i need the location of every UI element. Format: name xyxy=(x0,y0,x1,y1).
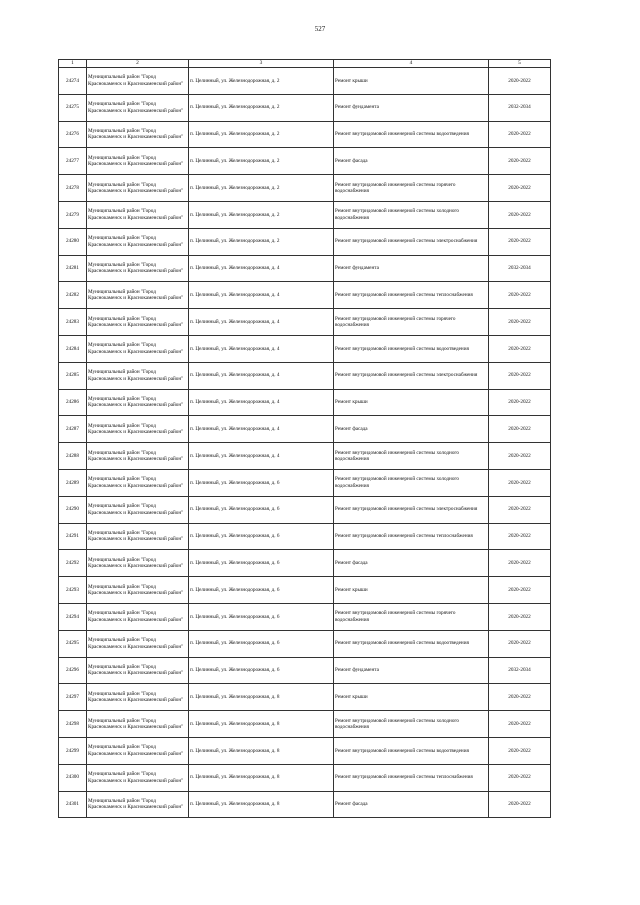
cell-work-type: Ремонт внутридомовой инженерной системы теплоснабжения xyxy=(334,764,489,791)
table-row xyxy=(59,577,551,604)
table-row xyxy=(59,335,551,362)
cell-id: 24283 xyxy=(59,309,87,336)
cell-period: 2020-2022 xyxy=(489,121,551,148)
cell-work-type: Ремонт крыши xyxy=(334,68,489,95)
cell-id: 24289 xyxy=(59,469,87,496)
cell-municipality: Муниципальный район "Город Краснокаменск и Краснокаменский район" xyxy=(87,523,189,550)
cell-municipality: Муниципальный район "Город Краснокаменск и Краснокаменский район" xyxy=(87,282,189,309)
table-row xyxy=(59,791,551,818)
cell-municipality: Муниципальный район "Город Краснокаменск и Краснокаменский район" xyxy=(87,577,189,604)
cell-period: 2020-2022 xyxy=(489,309,551,336)
cell-period: 2020-2022 xyxy=(489,791,551,818)
cell-id: 24279 xyxy=(59,201,87,228)
table-row xyxy=(59,255,551,282)
cell-work-type: Ремонт внутридомовой инженерной системы горячего водоснабжения xyxy=(334,603,489,630)
cell-work-type: Ремонт внутридомовой инженерной системы теплоснабжения xyxy=(334,282,489,309)
cell-address: п. Целинный, ул. Железнодорожная, д. 2 xyxy=(189,121,334,148)
cell-period: 2020-2022 xyxy=(489,175,551,202)
cell-municipality: Муниципальный район "Город Краснокаменск и Краснокаменский район" xyxy=(87,309,189,336)
cell-period: 2020-2022 xyxy=(489,443,551,470)
cell-address: п. Целинный, ул. Железнодорожная, д. 2 xyxy=(189,201,334,228)
cell-work-type: Ремонт фасада xyxy=(334,791,489,818)
cell-municipality: Муниципальный район "Город Краснокаменск и Краснокаменский район" xyxy=(87,201,189,228)
cell-work-type: Ремонт внутридомовой инженерной системы электроснабжения xyxy=(334,496,489,523)
cell-id: 24287 xyxy=(59,416,87,443)
cell-period: 2020-2022 xyxy=(489,148,551,175)
table-row xyxy=(59,282,551,309)
cell-municipality: Муниципальный район "Город Краснокаменск и Краснокаменский район" xyxy=(87,443,189,470)
cell-period: 2032-2034 xyxy=(489,657,551,684)
cell-address: п. Целинный, ул. Железнодорожная, д. 4 xyxy=(189,335,334,362)
cell-period: 2020-2022 xyxy=(489,764,551,791)
cell-work-type: Ремонт внутридомовой инженерной системы электроснабжения xyxy=(334,228,489,255)
cell-address: п. Целинный, ул. Железнодорожная, д. 4 xyxy=(189,443,334,470)
cell-municipality: Муниципальный район "Город Краснокаменск и Краснокаменский район" xyxy=(87,389,189,416)
cell-address: п. Целинный, ул. Железнодорожная, д. 4 xyxy=(189,255,334,282)
cell-address: п. Целинный, ул. Железнодорожная, д. 6 xyxy=(189,496,334,523)
cell-municipality: Муниципальный район "Город Краснокаменск и Краснокаменский район" xyxy=(87,416,189,443)
table-row xyxy=(59,175,551,202)
table-body xyxy=(59,60,551,818)
cell-work-type: Ремонт фундамента xyxy=(334,255,489,282)
table-row xyxy=(59,121,551,148)
cell-address: п. Целинный, ул. Железнодорожная, д. 8 xyxy=(189,764,334,791)
cell-municipality: Муниципальный район "Город Краснокаменск и Краснокаменский район" xyxy=(87,148,189,175)
cell-work-type: Ремонт внутридомовой инженерной системы водоотведения xyxy=(334,121,489,148)
cell-municipality: Муниципальный район "Город Краснокаменск и Краснокаменский район" xyxy=(87,94,189,121)
cell-id: 24301 xyxy=(59,791,87,818)
cell-work-type: Ремонт внутридомовой инженерной системы теплоснабжения xyxy=(334,523,489,550)
cell-address: п. Целинный, ул. Железнодорожная, д. 6 xyxy=(189,603,334,630)
cell-work-type: Ремонт внутридомовой инженерной системы холодного водоснабжения xyxy=(334,711,489,738)
cell-work-type: Ремонт крыши xyxy=(334,389,489,416)
cell-address: п. Целинный, ул. Железнодорожная, д. 4 xyxy=(189,389,334,416)
cell-address: п. Целинный, ул. Железнодорожная, д. 8 xyxy=(189,684,334,711)
cell-id: 24299 xyxy=(59,737,87,764)
column-header: 2 xyxy=(87,60,189,68)
cell-municipality: Муниципальный район "Город Краснокаменск и Краснокаменский район" xyxy=(87,68,189,95)
cell-address: п. Целинный, ул. Железнодорожная, д. 8 xyxy=(189,737,334,764)
cell-address: п. Целинный, ул. Железнодорожная, д. 6 xyxy=(189,469,334,496)
cell-id: 24298 xyxy=(59,711,87,738)
cell-id: 24293 xyxy=(59,577,87,604)
cell-id: 24274 xyxy=(59,68,87,95)
table-row xyxy=(59,657,551,684)
cell-address: п. Целинный, ул. Железнодорожная, д. 2 xyxy=(189,228,334,255)
cell-address: п. Целинный, ул. Железнодорожная, д. 4 xyxy=(189,282,334,309)
table-row xyxy=(59,201,551,228)
cell-work-type: Ремонт фасада xyxy=(334,416,489,443)
cell-municipality: Муниципальный район "Город Краснокаменск и Краснокаменский район" xyxy=(87,657,189,684)
cell-municipality: Муниципальный район "Город Краснокаменск и Краснокаменский район" xyxy=(87,550,189,577)
cell-id: 24282 xyxy=(59,282,87,309)
cell-period: 2020-2022 xyxy=(489,362,551,389)
cell-municipality: Муниципальный район "Город Краснокаменск и Краснокаменский район" xyxy=(87,175,189,202)
cell-address: п. Целинный, ул. Железнодорожная, д. 6 xyxy=(189,523,334,550)
cell-period: 2020-2022 xyxy=(489,711,551,738)
cell-address: п. Целинный, ул. Железнодорожная, д. 2 xyxy=(189,175,334,202)
cell-period: 2020-2022 xyxy=(489,603,551,630)
cell-id: 24300 xyxy=(59,764,87,791)
cell-address: п. Целинный, ул. Железнодорожная, д. 4 xyxy=(189,309,334,336)
table-row xyxy=(59,523,551,550)
cell-work-type: Ремонт внутридомовой инженерной системы водоотведения xyxy=(334,737,489,764)
cell-id: 24288 xyxy=(59,443,87,470)
column-header: 4 xyxy=(334,60,489,68)
table-row xyxy=(59,443,551,470)
cell-work-type: Ремонт внутридомовой инженерной системы холодного водоснабжения xyxy=(334,201,489,228)
cell-period: 2020-2022 xyxy=(489,228,551,255)
cell-municipality: Муниципальный район "Город Краснокаменск и Краснокаменский район" xyxy=(87,228,189,255)
cell-address: п. Целинный, ул. Железнодорожная, д. 6 xyxy=(189,577,334,604)
cell-municipality: Муниципальный район "Город Краснокаменск и Краснокаменский район" xyxy=(87,711,189,738)
cell-period: 2020-2022 xyxy=(489,496,551,523)
cell-work-type: Ремонт крыши xyxy=(334,577,489,604)
cell-address: п. Целинный, ул. Железнодорожная, д. 4 xyxy=(189,362,334,389)
cell-id: 24275 xyxy=(59,94,87,121)
cell-period: 2020-2022 xyxy=(489,282,551,309)
cell-id: 24277 xyxy=(59,148,87,175)
cell-id: 24281 xyxy=(59,255,87,282)
cell-work-type: Ремонт внутридомовой инженерной системы холодного водоснабжения xyxy=(334,443,489,470)
cell-period: 2020-2022 xyxy=(489,389,551,416)
cell-id: 24278 xyxy=(59,175,87,202)
cell-work-type: Ремонт внутридомовой инженерной системы водоотведения xyxy=(334,630,489,657)
table-row xyxy=(59,469,551,496)
cell-municipality: Муниципальный район "Город Краснокаменск и Краснокаменский район" xyxy=(87,335,189,362)
cell-municipality: Муниципальный район "Город Краснокаменск и Краснокаменский район" xyxy=(87,496,189,523)
cell-municipality: Муниципальный район "Город Краснокаменск и Краснокаменский район" xyxy=(87,791,189,818)
cell-id: 24291 xyxy=(59,523,87,550)
table-row xyxy=(59,630,551,657)
table-row xyxy=(59,711,551,738)
cell-id: 24290 xyxy=(59,496,87,523)
table-row xyxy=(59,550,551,577)
header-row xyxy=(59,60,551,68)
table-row xyxy=(59,737,551,764)
cell-municipality: Муниципальный район "Город Краснокаменск и Краснокаменский район" xyxy=(87,469,189,496)
table-row xyxy=(59,684,551,711)
cell-id: 24285 xyxy=(59,362,87,389)
cell-address: п. Целинный, ул. Железнодорожная, д. 4 xyxy=(189,416,334,443)
cell-address: п. Целинный, ул. Железнодорожная, д. 8 xyxy=(189,711,334,738)
cell-id: 24284 xyxy=(59,335,87,362)
cell-work-type: Ремонт фундамента xyxy=(334,657,489,684)
capital-repair-table xyxy=(58,59,551,818)
cell-municipality: Муниципальный район "Город Краснокаменск и Краснокаменский район" xyxy=(87,684,189,711)
cell-address: п. Целинный, ул. Железнодорожная, д. 2 xyxy=(189,94,334,121)
cell-work-type: Ремонт внутридомовой инженерной системы электроснабжения xyxy=(334,362,489,389)
cell-work-type: Ремонт внутридомовой инженерной системы водоотведения xyxy=(334,335,489,362)
cell-period: 2020-2022 xyxy=(489,201,551,228)
cell-period: 2020-2022 xyxy=(489,416,551,443)
table-row xyxy=(59,416,551,443)
cell-id: 24286 xyxy=(59,389,87,416)
cell-period: 2020-2022 xyxy=(489,68,551,95)
cell-municipality: Муниципальный район "Город Краснокаменск и Краснокаменский район" xyxy=(87,764,189,791)
cell-work-type: Ремонт фасада xyxy=(334,148,489,175)
cell-work-type: Ремонт крыши xyxy=(334,684,489,711)
cell-work-type: Ремонт внутридомовой инженерной системы горячего водоснабжения xyxy=(334,309,489,336)
cell-address: п. Целинный, ул. Железнодорожная, д. 6 xyxy=(189,630,334,657)
cell-address: п. Целинный, ул. Железнодорожная, д. 6 xyxy=(189,550,334,577)
cell-municipality: Муниципальный район "Город Краснокаменск и Краснокаменский район" xyxy=(87,362,189,389)
cell-municipality: Муниципальный район "Город Краснокаменск и Краснокаменский район" xyxy=(87,121,189,148)
cell-work-type: Ремонт внутридомовой инженерной системы горячего водоснабжения xyxy=(334,175,489,202)
table-row xyxy=(59,603,551,630)
cell-address: п. Целинный, ул. Железнодорожная, д. 2 xyxy=(189,148,334,175)
cell-work-type: Ремонт фасада xyxy=(334,550,489,577)
table-row xyxy=(59,68,551,95)
table-row xyxy=(59,228,551,255)
cell-address: п. Целинный, ул. Железнодорожная, д. 6 xyxy=(189,657,334,684)
cell-id: 24292 xyxy=(59,550,87,577)
cell-period: 2020-2022 xyxy=(489,737,551,764)
cell-id: 24296 xyxy=(59,657,87,684)
cell-period: 2020-2022 xyxy=(489,469,551,496)
column-header: 5 xyxy=(489,60,551,68)
table-row xyxy=(59,496,551,523)
table-row xyxy=(59,389,551,416)
cell-period: 2020-2022 xyxy=(489,550,551,577)
cell-id: 24294 xyxy=(59,603,87,630)
table-row xyxy=(59,148,551,175)
column-header: 3 xyxy=(189,60,334,68)
cell-municipality: Муниципальный район "Город Краснокаменск и Краснокаменский район" xyxy=(87,630,189,657)
cell-id: 24295 xyxy=(59,630,87,657)
table-row xyxy=(59,764,551,791)
cell-id: 24297 xyxy=(59,684,87,711)
cell-address: п. Целинный, ул. Железнодорожная, д. 2 xyxy=(189,68,334,95)
cell-period: 2020-2022 xyxy=(489,523,551,550)
cell-address: п. Целинный, ул. Железнодорожная, д. 8 xyxy=(189,791,334,818)
cell-work-type: Ремонт внутридомовой инженерной системы холодного водоснабжения xyxy=(334,469,489,496)
cell-period: 2020-2022 xyxy=(489,577,551,604)
cell-period: 2020-2022 xyxy=(489,630,551,657)
cell-work-type: Ремонт фундамента xyxy=(334,94,489,121)
cell-period: 2020-2022 xyxy=(489,684,551,711)
table-row xyxy=(59,94,551,121)
cell-municipality: Муниципальный район "Город Краснокаменск и Краснокаменский район" xyxy=(87,255,189,282)
page-number: 527 xyxy=(314,25,326,33)
cell-municipality: Муниципальный район "Город Краснокаменск и Краснокаменский район" xyxy=(87,603,189,630)
table-row xyxy=(59,309,551,336)
cell-period: 2032-2034 xyxy=(489,255,551,282)
column-header: 1 xyxy=(59,60,87,68)
cell-period: 2032-2034 xyxy=(489,94,551,121)
cell-municipality: Муниципальный район "Город Краснокаменск и Краснокаменский район" xyxy=(87,737,189,764)
table-row xyxy=(59,362,551,389)
cell-period: 2020-2022 xyxy=(489,335,551,362)
cell-id: 24280 xyxy=(59,228,87,255)
cell-id: 24276 xyxy=(59,121,87,148)
